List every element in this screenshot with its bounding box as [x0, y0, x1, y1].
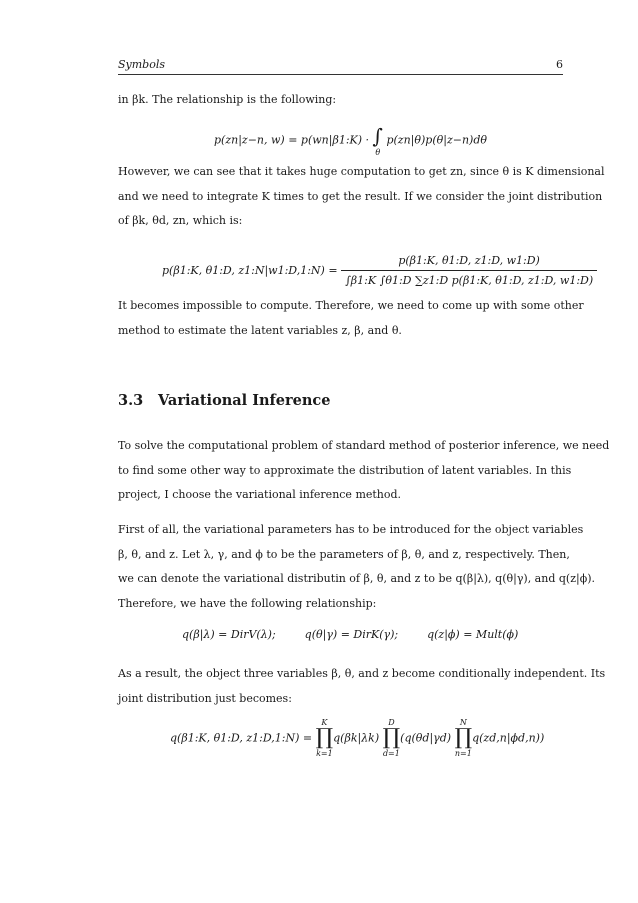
eq1-lhs: p(zn|z−n, w) = p(wn|β1:K) · [214, 133, 373, 147]
product-lower-limit: n=1 [454, 749, 472, 758]
eq4-term-3: q(zd,n|ϕd,n)) [472, 731, 545, 745]
running-title: Symbols [118, 58, 166, 71]
text-line: As a result, the object three variables β, θ, and z become conditionally independent. Its [118, 667, 606, 680]
paragraph-4 [118, 434, 610, 508]
product-upper-limit: D [388, 718, 395, 727]
eq3-part-3: q(z|ϕ) = Mult(ϕ) [427, 628, 519, 641]
product-lower-limit: d=1 [382, 749, 400, 758]
product-operator: K ∏ k=1 [315, 718, 334, 758]
text-line: to find some other way to approximate the distribution of latent variables. In this [118, 463, 572, 477]
section-title: Variational Inference [158, 392, 331, 409]
section-heading [118, 392, 330, 409]
text-line: First of all, the variational parameters has to be introduced for the object variables [118, 523, 584, 536]
product-upper-limit: K [321, 718, 328, 727]
integral-lower-limit: θ [375, 148, 381, 157]
text-line: It becomes impossible to compute. Therefore, we need to come up with some other [118, 299, 584, 312]
eq4-term-1: q(βk|λk) [333, 731, 380, 745]
paragraph-3 [118, 294, 584, 343]
paragraph-2 [118, 160, 605, 234]
text-line: joint distribution just becomes: [118, 691, 292, 705]
product-operator: N ∏ n=1 [454, 718, 473, 758]
text-line: However, we can see that it takes huge computation to get zn, since θ is K dimensional [118, 165, 605, 178]
page-header [118, 58, 563, 74]
equation-3 [182, 628, 518, 641]
text-line: project, I choose the variational inference method. [118, 488, 402, 501]
eq1-rhs: p(zn|θ)p(θ|z−n)dθ [386, 133, 487, 147]
text-line: To solve the computational problem of standard method of posterior inference, we need [118, 439, 610, 452]
paragraph-6 [118, 662, 606, 711]
product-upper-limit: N [459, 718, 467, 727]
eq4-term-2: (q(θd|γd) [400, 731, 452, 745]
eq3-part-1: q(β|λ) = DirV(λ); [182, 628, 276, 641]
eq4-lhs: q(β1:K, θ1:D, z1:D,1:N) = [170, 731, 313, 745]
equation-2 [162, 254, 597, 287]
equation-1 [214, 124, 487, 157]
section-number: 3.3 [118, 392, 144, 409]
text-line: method to estimate the latent variables z, β, and θ. [118, 323, 402, 337]
fraction-denominator: ∫β1:K ∫θ1:D ∑z1:D p(β1:K, θ1:D, z1:D, w1:D) [345, 274, 594, 287]
integral-symbol: ∫ θ [372, 124, 383, 157]
fraction-numerator: p(β1:K, θ1:D, z1:D, w1:D) [341, 254, 597, 271]
text-line: in βk. The relationship is the following: [118, 93, 337, 106]
fraction [341, 254, 597, 287]
eq2-lhs: p(β1:K, θ1:D, z1:N|w1:D,1:N) = [162, 264, 338, 277]
page-number: 6 [556, 58, 563, 71]
text-line: of βk, θd, zn, which is: [118, 214, 243, 227]
paragraph-5 [118, 518, 595, 616]
text-line: and we need to integrate K times to get the result. If we consider the joint distribution [118, 189, 603, 203]
header-rule [118, 74, 563, 75]
product-lower-limit: k=1 [316, 749, 333, 758]
paragraph-1 [118, 88, 563, 113]
text-line: β, θ, and z. Let λ, γ, and ϕ to be the parameters of β, θ, and z, respectively. Then, [118, 547, 570, 561]
text-line: Therefore, we have the following relationship: [118, 596, 377, 610]
eq3-part-2: q(θ|γ) = DirK(γ); [304, 628, 399, 641]
equation-4 [170, 718, 544, 758]
text-line: we can denote the variational distributin of β, θ, and z to be q(β|λ), q(θ|γ), and q(z|ϕ). [118, 572, 595, 585]
product-operator: D ∏ d=1 [382, 718, 401, 758]
